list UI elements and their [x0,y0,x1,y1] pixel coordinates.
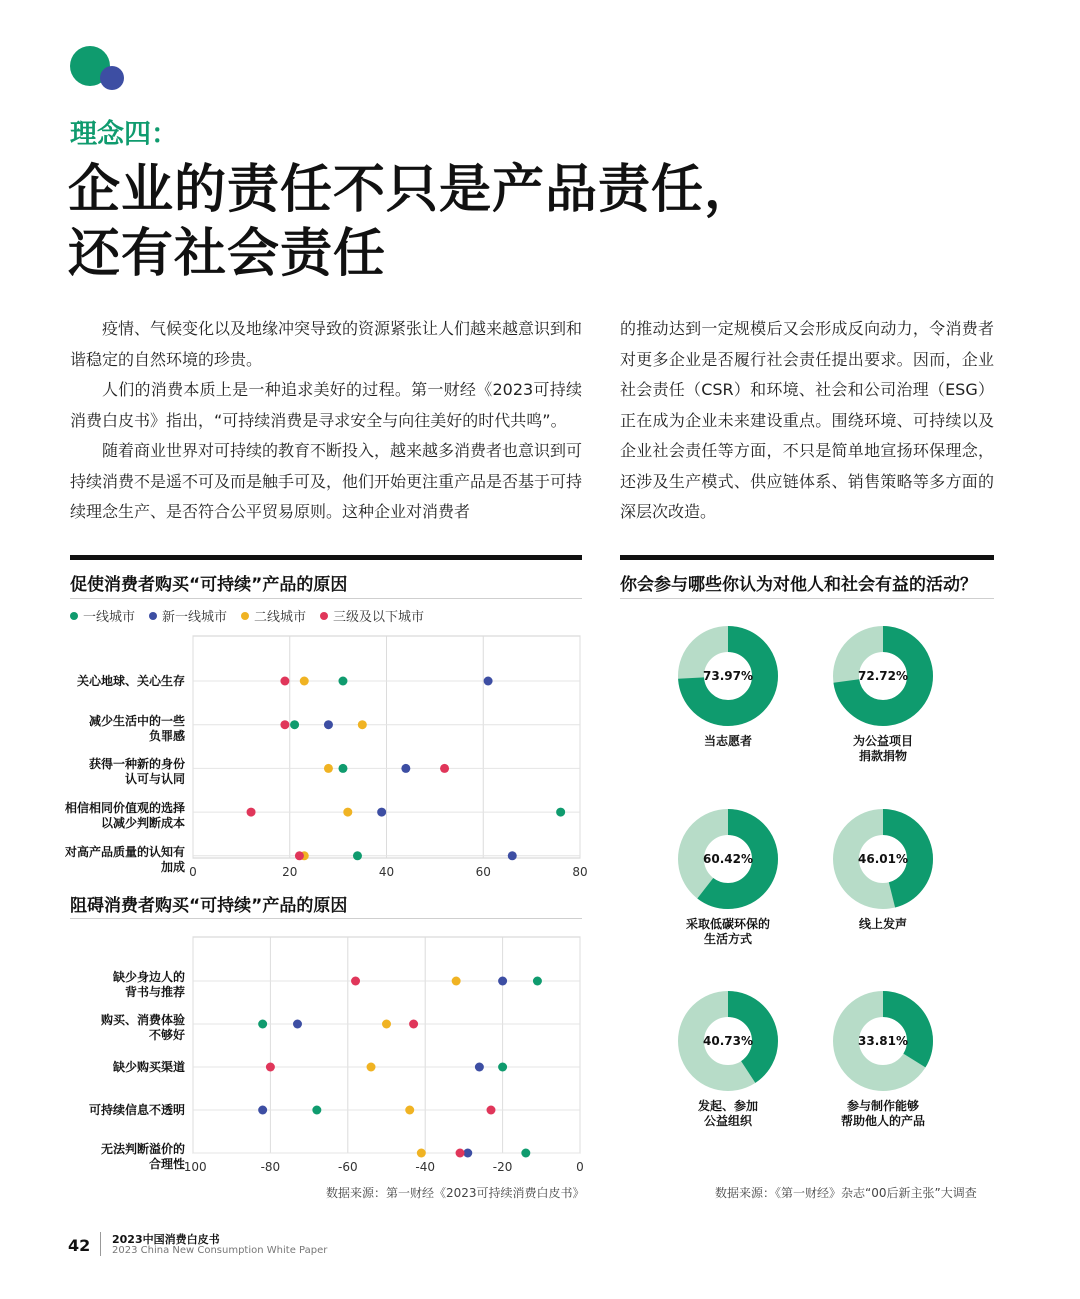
legend-label: 一线城市 [83,610,136,625]
donut-chart [831,989,935,1093]
x-tick-label: 60 [475,865,491,879]
donut-divider [620,598,994,599]
donut-chart [831,624,935,728]
data-point [521,1149,530,1158]
donut-label: 参与制作能够 帮助他人的产品 [840,1099,925,1128]
chart-title-drivers: 促使消费者购买“可持续”产品的原因 [70,575,348,595]
data-point [312,1106,321,1115]
footer-divider [100,1232,101,1256]
data-point [367,1063,376,1072]
donut-item [803,989,963,1129]
paragraph: 随着商业世界对可持续的教育不断投入，越来越多消费者也意识到可持续消费不是遥不可及而是触手可及，他们开始更注重产品是否基于可持续理念生产、是否符合公平贸易原则。这种企业对消费者 [70,441,583,521]
donut-chart [676,624,780,728]
source-note-left: 数据来源：第一财经《2023可持续消费白皮书》 [326,1186,585,1200]
data-point [475,1063,484,1072]
x-tick-label: -80 [260,1160,281,1174]
donut-value: 40.73% [703,1034,753,1048]
data-point [258,1020,267,1029]
plot-frame [193,937,580,1153]
donut-value: 60.42% [703,852,753,866]
paragraph: 疫情、气候变化以及地缘冲突导致的资源紧张让人们越来越意识到和谐稳定的自然环境的珍贵。 [70,319,583,369]
page-number: 42 [68,1236,91,1255]
donut-value: 73.97% [703,669,753,683]
headline-line-1: 企业的责任不只是产品责任， [68,160,758,220]
donut-chart [676,989,780,1093]
x-tick-label: 0 [576,1160,584,1174]
category-label: 购买、消费体验 不够好 [100,1013,185,1042]
category-label: 相信相同价值观的选择 以减少判断成本 [64,801,185,831]
donut-chart [676,807,780,911]
x-tick-label: 80 [572,865,588,879]
data-point [463,1149,472,1158]
data-point [266,1063,275,1072]
headline-line-2: 还有社会责任 [68,224,387,284]
donut-item [648,989,808,1129]
category-label: 减少生活中的一些 负罪感 [88,713,185,743]
legend-label: 三级及以下城市 [333,610,425,625]
donut-item [648,624,808,749]
category-label: 缺少身边人的 背书与推荐 [112,970,185,999]
x-tick-label: -100 [179,1160,207,1174]
x-tick-label: -40 [415,1160,436,1174]
x-tick-label: -60 [337,1160,358,1174]
data-point [409,1020,418,1029]
footer-title: 2023中国消费白皮书 [112,1233,220,1246]
donut-value: 72.72% [858,669,908,683]
donut-value: 46.01% [858,852,908,866]
x-tick-label: 20 [282,865,298,879]
data-point [382,1020,391,1029]
data-point [258,1106,267,1115]
donut-label: 发起、参加 公益组织 [697,1099,758,1128]
data-point [351,977,360,986]
section-label: 理念四： [70,119,178,150]
donut-value: 33.81% [858,1034,908,1048]
x-tick-label: 0 [189,865,197,879]
chart-title-barriers: 阻碍消费者购买“可持续”产品的原因 [70,896,348,916]
data-point [486,1106,495,1115]
data-point [498,977,507,986]
donut-top-rule [620,555,994,560]
data-point [498,1063,507,1072]
donut-item [803,624,963,764]
donut-chart-title: 你会参与哪些你认为对他人和社会有益的活动？ [620,575,977,595]
category-label: 可持续信息不透明 [88,1102,185,1117]
data-point [417,1149,426,1158]
x-tick-label: -20 [492,1160,513,1174]
donut-label: 为公益项目 捐款捐物 [852,734,913,763]
category-label: 无法判断溢价的 合理性 [100,1142,185,1171]
data-point [456,1149,465,1158]
data-point [405,1106,414,1115]
donut-label: 采取低碳环保的 生活方式 [685,917,770,946]
donut-chart [831,807,935,911]
category-label: 对高产品质量的认知有 加成 [64,844,185,874]
paragraph: 人们的消费本质上是一种追求美好的过程。第一财经《2023可持续消费白皮书》指出，“可持续消费是寻求安全与向往美好的时代共鸣”。 [70,380,582,430]
category-label: 关心地球、关心生存 [76,673,185,688]
footer-subtitle: 2023 China New Consumption White Paper [112,1245,328,1256]
legend-label: 新一线城市 [162,610,228,625]
donut-label: 当志愿者 [703,734,752,748]
category-label: 缺少购买渠道 [112,1059,185,1074]
source-note-right: 数据来源：《第一财经》杂志“00后新主张”大调查 [715,1186,977,1200]
data-point [452,977,461,986]
paragraph: 的推动达到一定规模后又会形成反向动力，令消费者对更多企业是否履行社会责任提出要求。因而，企业社会责任（CSR）和环境、社会和公司治理（ESG）正在成为企业未来建设重点。围绕环境、可持续以及企业社会责任等方面，不只是简单地宣扬环保理念，还涉及生产模式、供应链体系、销售策略等多方面的深层次改造。 [620,319,994,521]
category-label: 获得一种新的身份 认可与认同 [88,757,185,787]
x-tick-label: 40 [378,865,395,879]
data-point [293,1020,302,1029]
legend-label: 二线城市 [254,610,307,625]
donut-item [803,807,963,932]
donut-label: 线上发声 [858,917,907,931]
donut-item [648,807,808,947]
data-point [533,977,542,986]
